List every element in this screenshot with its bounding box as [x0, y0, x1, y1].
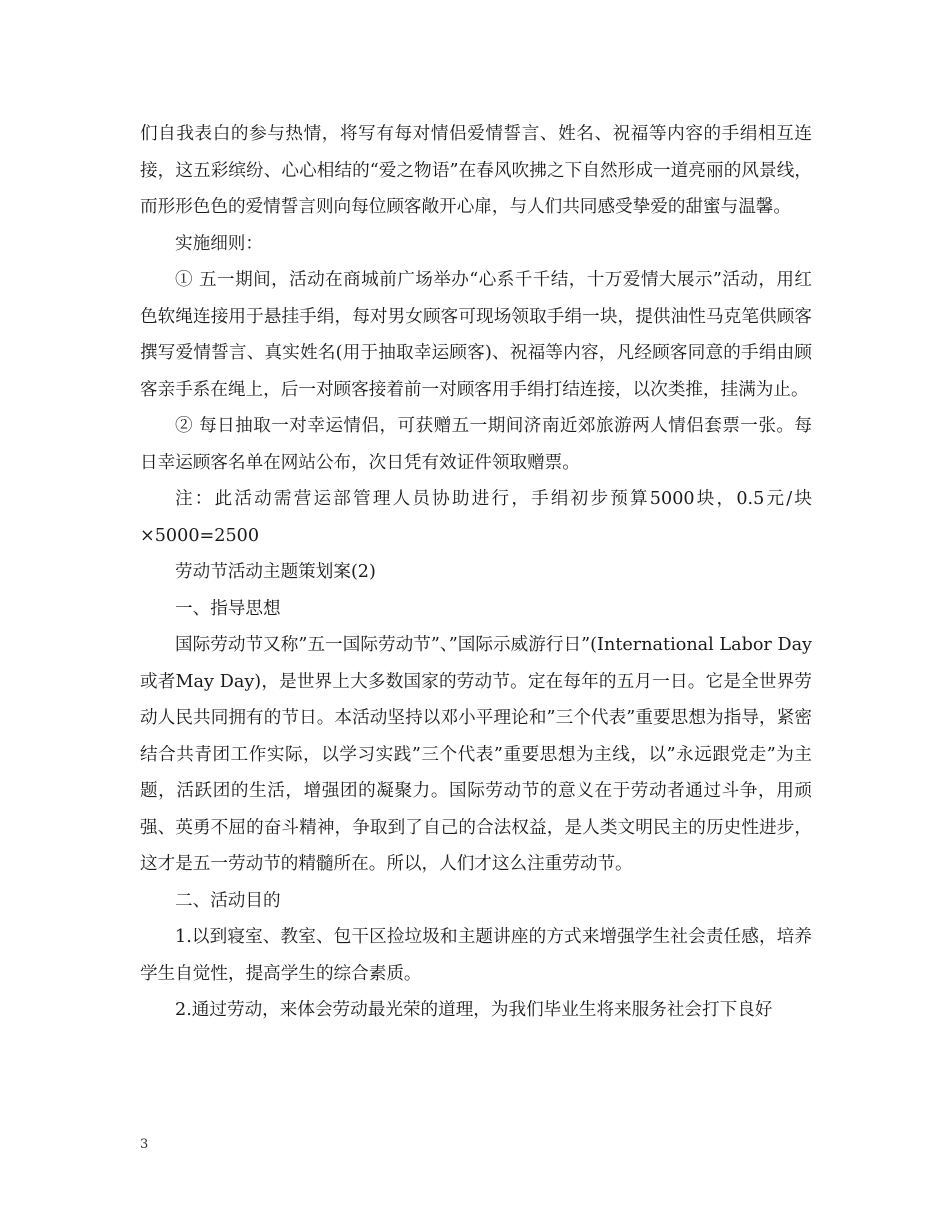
section-heading: 一、指导思想: [175, 598, 281, 619]
section-heading: 劳动节活动主题策划案(2): [175, 562, 376, 582]
paragraph: 实施细则：: [175, 233, 263, 254]
paragraph: ① 五一期间，活动在商城前广场举办“心系千千结，十万爱情大展示”活动，用红色软绳连接用于悬挂手绢，每对男女顾客可现场领取手绢一块，提供油性马克笔供顾客撰写爱情誓言、真实姓名(用于抽取幸运顾客)、祝福等内容，凡经顾客同意的手绢由顾客亲手系在绳上，后一对顾客接着前一对顾客用手绢打结连接，以次类推，挂满为止。: [140, 270, 812, 400]
paragraph: 1.以到寝室、教室、包干区捡垃圾和主题讲座的方式来增强学生社会责任感，培养学生自觉性，提高学生的综合素质。: [140, 927, 812, 984]
page-number: 3: [140, 1137, 149, 1152]
paragraph: 2.通过劳动，来体会劳动最光荣的道理，为我们毕业生将来服务社会打下良好: [175, 1000, 773, 1020]
document-body: [140, 116, 812, 1029]
paragraph: 国际劳动节又称”五一国际劳动节”、”国际示威游行日”(International Labor Day或者May Day)，是世界上大多数国家的劳动节。定在每年的五月一日。它是全世界劳动人民共同拥有的节日。本活动坚持以邓小平理论和”三个代表”重要思想为指导，紧密结合共青团工作实际，以学习实践”三个代表”重要思想为主线，以”永远跟党走”为主题，活跃团的生活，增强团的凝聚力。国际劳动节的意义在于劳动者通过斗争，用顽强、英勇不屈的奋斗精神，争取到了自己的合法权益，是人类文明民主的历史性进步，这才是五一劳动节的精髓所在。所以，人们才这么注重劳动节。: [140, 635, 812, 874]
paragraph: ② 每日抽取一对幸运情侣，可获赠五一期间济南近郊旅游两人情侣套票一张。每日幸运顾客名单在网站公布，次日凭有效证件领取赠票。: [140, 416, 812, 473]
paragraph: 们自我表白的参与热情，将写有每对情侣爱情誓言、姓名、祝福等内容的手绢相互连接，这五彩缤纷、心心相结的“爱之物语”在春风吹拂之下自然形成一道亮丽的风景线，而形形色色的爱情誓言则向每位顾客敞开心扉，与人们共同感受挚爱的甜蜜与温馨。: [140, 124, 812, 217]
paragraph: 注：此活动需营运部管理人员协助进行，手绢初步预算5000块，0.5元/块×5000=2500: [140, 489, 812, 546]
section-heading: 二、活动目的: [175, 890, 281, 911]
